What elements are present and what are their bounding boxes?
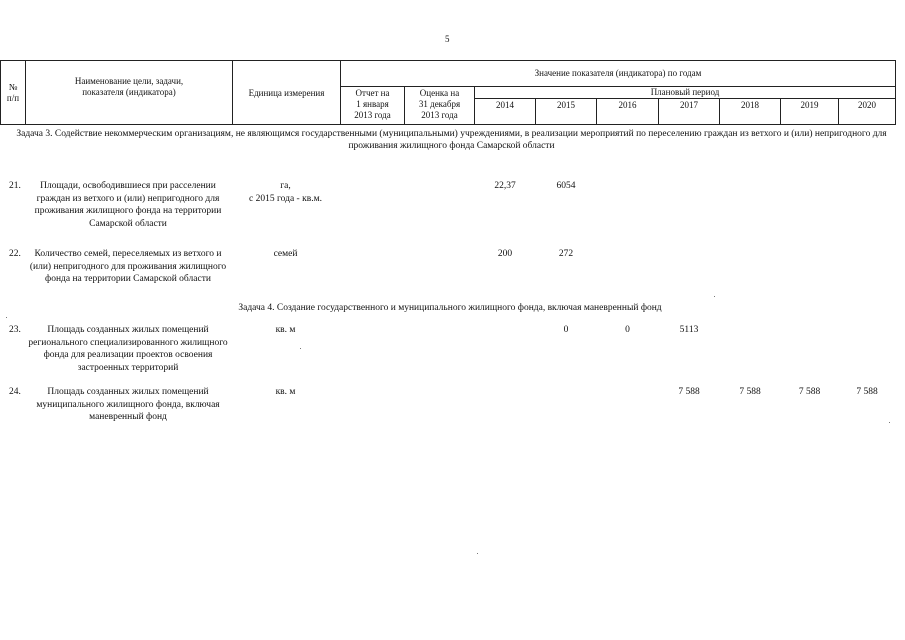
value-2016: 0 xyxy=(625,325,630,335)
header-plan-title: Плановый период xyxy=(650,87,720,97)
value-2015: 0 xyxy=(563,325,569,335)
row-name: Площади, освободившиеся при расселении граждан из ветхого и (или) непригодного для проживания жилищного фонда на территории Самарской области xyxy=(34,181,222,229)
task-4-heading: Задача 4. Создание государственного и муниципального жилищного фонда, включая маневренный фонд xyxy=(238,303,662,313)
header-report: Отчет на 1 января 2013 года xyxy=(354,88,391,120)
row-number: 23. xyxy=(9,325,21,335)
header-year-2020: 2020 xyxy=(858,100,876,110)
row-unit: кв. м xyxy=(275,325,296,335)
row-unit: кв. м xyxy=(275,387,296,397)
header-year-2019: 2019 xyxy=(800,100,819,110)
header-estimate: Оценка на 31 декабря 2013 года xyxy=(418,88,461,120)
scan-speck xyxy=(6,317,7,318)
row-name: Площадь созданных жилых помещений регионального специализированного жилищного фонда для реализации проектов освоения застроенных территорий xyxy=(28,325,228,373)
header-right-border xyxy=(895,60,896,125)
row-number: 22. xyxy=(9,249,21,259)
page-number: 5 xyxy=(445,34,450,44)
row-unit: га, с 2015 года - кв.м. xyxy=(249,181,322,204)
scan-speck xyxy=(300,348,301,349)
scan-speck xyxy=(477,553,478,554)
value-2017: 5113 xyxy=(679,325,699,335)
header-year-2015: 2015 xyxy=(557,100,575,110)
value-2017: 7 588 xyxy=(678,387,700,397)
value-2014: 200 xyxy=(497,249,513,259)
row-name: Количество семей, переселяемых из ветхого и (или) непригодного для проживания жилищного фонда на территории Самарской области xyxy=(29,249,227,284)
header-top-border xyxy=(0,60,895,61)
header-col-sep xyxy=(25,60,26,125)
value-2015: 6054 xyxy=(556,181,576,191)
scan-speck xyxy=(889,422,890,423)
row-name: Площадь созданных жилых помещений муниципального жилищного фонда, включая маневренный фонд xyxy=(36,387,220,422)
header-year-2016: 2016 xyxy=(618,100,637,110)
header-unit: Единица измерения xyxy=(248,88,325,98)
scan-speck xyxy=(714,296,715,297)
row-number: 24. xyxy=(9,387,21,397)
value-2014: 22,37 xyxy=(494,181,516,191)
header-year-2017: 2017 xyxy=(680,100,698,110)
header-plan-divider xyxy=(474,98,895,99)
header-name: Наименование цели, задачи, показателя (индикатора) xyxy=(74,76,184,97)
header-col-sep xyxy=(232,60,233,125)
row-unit: семей xyxy=(273,249,298,259)
task-3-heading: Задача 3. Содействие некоммерческим организациям, не являющимся государственными (муниципальными) учреждениями, в реализации мероприятий по переселению граждан из ветхого и (или) непригодного для проживания жилищного фонда Самарской области xyxy=(16,129,887,151)
header-bottom-border xyxy=(0,124,895,125)
row-number: 21. xyxy=(9,181,21,191)
value-2018: 7 588 xyxy=(739,387,761,397)
value-2015: 272 xyxy=(558,249,574,259)
value-2020: 7 588 xyxy=(856,387,878,397)
header-year-2014: 2014 xyxy=(496,100,514,110)
header-num: № п/п xyxy=(6,82,20,103)
value-2019: 7 588 xyxy=(798,387,821,397)
header-values-title: Значение показателя (индикатора) по годам xyxy=(534,68,702,78)
header-year-2018: 2018 xyxy=(741,100,759,110)
table-header xyxy=(0,60,905,125)
